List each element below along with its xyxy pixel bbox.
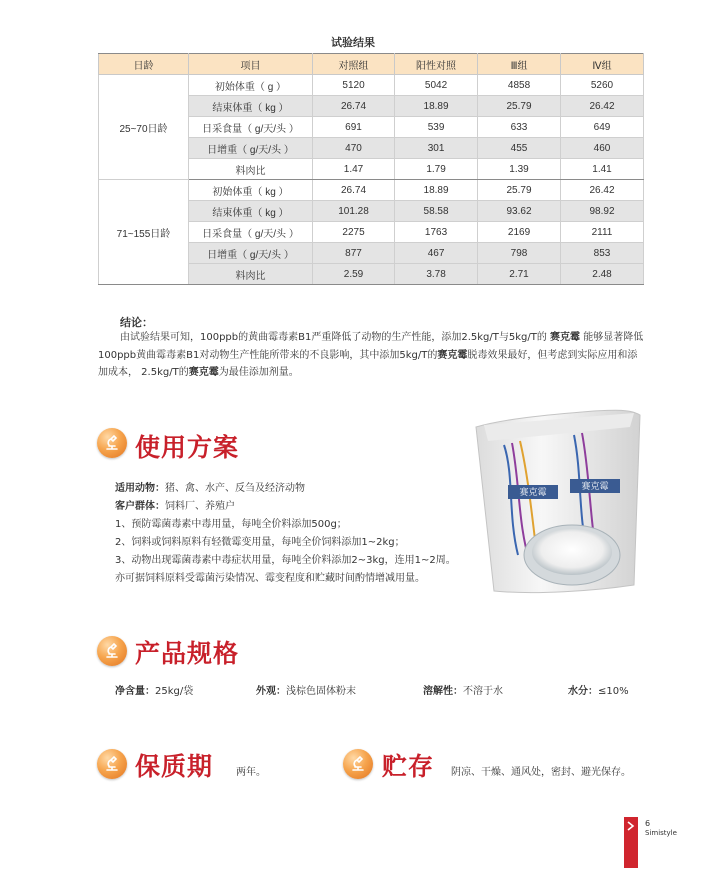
value-cell: 2111 [561,222,644,243]
value-cell: 470 [312,138,394,159]
spec-label: 溶解性： [423,686,463,697]
header-item: 项目 [188,54,312,75]
value-cell: 58.58 [395,201,478,222]
item-cell: 日采食量（ g/天/头 ） [188,117,312,138]
value-cell: 25.79 [478,180,561,201]
value-cell: 2.59 [312,264,394,285]
table-row [99,180,644,201]
value-cell: 18.89 [395,180,478,201]
spec-appearance [256,682,356,697]
conclusion-part: 脱毒效果最好，但考虑到实际应用和添加成本， 2.5kg/T的 [98,349,638,378]
value-cell: 5260 [561,75,644,96]
value-cell: 101.28 [312,201,394,222]
shelf-life-section-icon [97,749,127,779]
item-cell: 日采食量（ g/天/头 ） [188,222,312,243]
spec-value: 不溶于水 [463,686,503,697]
bag-label: 赛克霉 [581,482,609,492]
footer-brand: Simistyle [645,829,677,837]
feed-bag-illustration [474,405,644,600]
value-cell: 877 [312,243,394,264]
table-row [99,75,644,96]
usage-item: 2、饲料或饲料原料有轻微霉变用量，每吨全价饲料添加1~2kg； [115,537,405,548]
item-cell: 日增重（ g/天/头 ） [188,138,312,159]
usage-title: 使用方案 [135,433,240,462]
age-cell: 25~70日龄 [99,75,189,180]
conclusion-paragraph [98,329,646,382]
value-cell: 3.78 [395,264,478,285]
brand-name: 赛克霉 [188,367,219,378]
microscope-icon [103,434,121,452]
value-cell: 5120 [312,75,394,96]
value-cell: 2275 [312,222,394,243]
conclusion-title: 结论： [120,316,153,329]
customers-label: 客户群体： [115,501,165,512]
value-cell: 4858 [478,75,561,96]
customers-value: 饲料厂、养殖户 [165,501,235,512]
value-cell: 1.47 [312,159,394,180]
value-cell: 2169 [478,222,561,243]
value-cell: 2.48 [561,264,644,285]
results-table [98,53,644,285]
value-cell: 691 [312,117,394,138]
chevron-right-icon [624,819,638,833]
spec-value: ≤10% [598,686,629,697]
conclusion-part: 能够显著降低100ppb黄曲霉毒素B1对动物生产性能所带来的不良影响，其中添加5kg/T的 [98,332,644,361]
header-age: 日龄 [99,54,189,75]
value-cell: 853 [561,243,644,264]
value-cell: 1763 [395,222,478,243]
animals-value: 猪、禽、水产、反刍及经济动物 [165,483,305,494]
value-cell: 460 [561,138,644,159]
value-cell: 455 [478,138,561,159]
usage-item: 3、动物出现霉菌毒素中毒症状用量，每吨全价料添加2~3kg，连用1~2周。 [115,555,456,566]
specs-section-icon [97,636,127,666]
footer-accent-bar [624,817,638,868]
item-cell: 结束体重（ kg ） [188,96,312,117]
storage-section-icon [343,749,373,779]
item-cell: 日增重（ g/天/头 ） [188,243,312,264]
page-number: 6 [645,819,651,828]
conclusion-part: 由试验结果可知，100ppb的黄曲霉毒素B1严重降低了动物的生产性能，添加2.5kg/T与5kg/T的 [120,332,547,343]
spec-value: 25kg/袋 [155,686,194,697]
value-cell: 467 [395,243,478,264]
spec-label: 外观： [256,686,286,697]
storage-value: 阴凉、干燥、通风处，密封、避光保存。 [451,767,631,778]
table-header-row [99,54,644,75]
bag-label: 赛克霉 [519,488,547,498]
value-cell: 2.71 [478,264,561,285]
storage-title: 贮存 [382,752,435,781]
table-title: 试验结果 [331,36,375,49]
value-cell: 301 [395,138,478,159]
value-cell: 649 [561,117,644,138]
shelf-life-value: 两年。 [236,767,266,778]
conclusion-part: 为最佳添加剂量。 [218,367,299,378]
value-cell: 539 [395,117,478,138]
item-cell: 料肉比 [188,159,312,180]
header-positive: 阳性对照 [395,54,478,75]
usage-item: 1、预防霉菌毒素中毒用量，每吨全价料添加500g； [115,519,347,530]
value-cell: 26.74 [312,180,394,201]
value-cell: 18.89 [395,96,478,117]
item-cell: 料肉比 [188,264,312,285]
spec-net-content [115,682,193,697]
brand-name: 赛克霉 [550,332,581,343]
spec-label: 水分： [568,686,598,697]
spec-moisture [568,682,629,697]
header-control: 对照组 [312,54,394,75]
spec-value: 浅棕色固体粉末 [286,686,356,697]
value-cell: 633 [478,117,561,138]
value-cell: 5042 [395,75,478,96]
usage-section-icon [97,428,127,458]
animals-label: 适用动物： [115,483,165,494]
value-cell: 26.74 [312,96,394,117]
value-cell: 798 [478,243,561,264]
header-group4: Ⅳ组 [561,54,644,75]
value-cell: 1.39 [478,159,561,180]
item-cell: 初始体重（ g ） [188,75,312,96]
product-image [474,405,644,604]
specs-title: 产品规格 [135,639,240,668]
usage-animals [115,479,305,494]
spec-label: 净含量： [115,686,155,697]
value-cell: 26.42 [561,96,644,117]
microscope-icon [349,755,367,773]
usage-note: 亦可据饲料原料受霉菌污染情况、霉变程度和贮藏时间酌情增减用量。 [115,573,425,584]
usage-customers [115,497,235,512]
item-cell: 结束体重（ kg ） [188,201,312,222]
item-cell: 初始体重（ kg ） [188,180,312,201]
header-group3: Ⅲ组 [478,54,561,75]
value-cell: 1.79 [395,159,478,180]
value-cell: 25.79 [478,96,561,117]
value-cell: 98.92 [561,201,644,222]
spec-solubility [423,682,503,697]
value-cell: 1.41 [561,159,644,180]
age-cell: 71~155日龄 [99,180,189,285]
microscope-icon [103,642,121,660]
value-cell: 26.42 [561,180,644,201]
brand-name: 赛克霉 [437,349,468,361]
value-cell: 93.62 [478,201,561,222]
microscope-icon [103,755,121,773]
shelf-life-title: 保质期 [135,752,214,781]
